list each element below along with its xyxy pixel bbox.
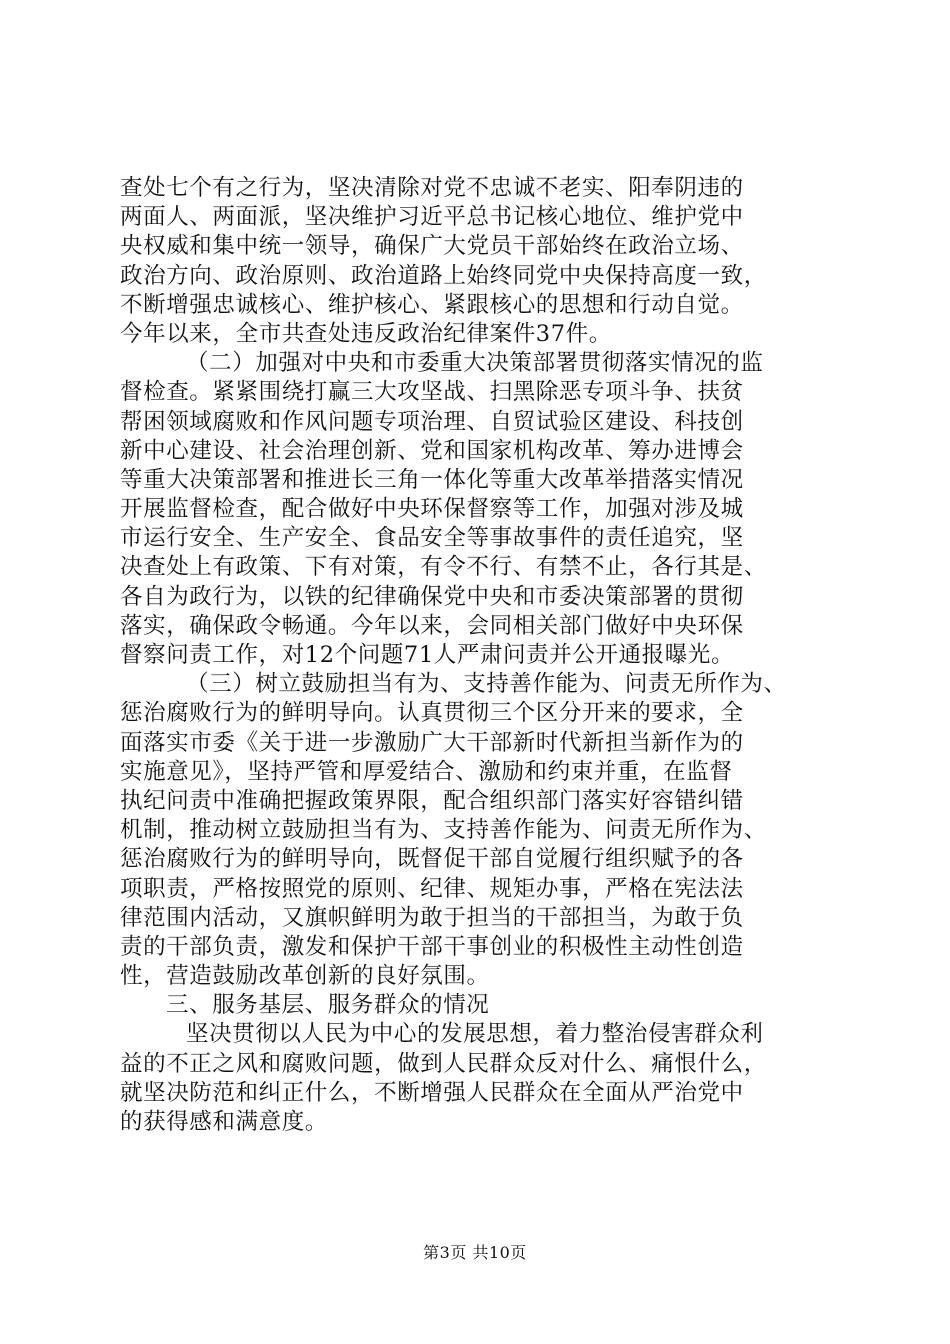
text-line: 性，营造鼓励改革创新的良好氛围。	[120, 963, 490, 990]
text-line: 面落实市委《关于进一步激励广大干部新时代新担当新作为的	[120, 729, 744, 756]
text-line: 决查处上有政策、下有对策，有令不行、有禁不止，各行其是、	[120, 554, 767, 581]
text-line: 督检查。紧紧围绕打赢三大攻坚战、扫黑除恶专项斗争、扶贫	[120, 379, 744, 406]
text-line: 政治方向、政治原则、政治道路上始终同党中央保持高度一致，	[120, 262, 767, 289]
text-line: 两面人、两面派，坚决维护习近平总书记核心地位、维护党中	[120, 204, 744, 231]
text-line: 责的干部负责，激发和保护干部干事创业的积极性主动性创造	[120, 933, 744, 960]
text-line: 落实，确保政令畅通。今年以来，会同相关部门做好中央环保	[120, 612, 744, 639]
text-line: 益的不正之风和腐败问题，做到人民群众反对什么、痛恨什么，	[120, 1050, 767, 1077]
text-line: 开展监督检查，配合做好中央环保督察等工作，加强对涉及城	[120, 496, 744, 523]
text-line: 查处七个有之行为，坚决清除对党不忠诚不老实、阳奉阴违的	[120, 175, 744, 201]
text-line: 市运行安全、生产安全、食品安全等事故事件的责任追究，坚	[120, 525, 744, 552]
text-line: 执纪问责中准确把握政策界限，配合组织部门落实好容错纠错	[120, 787, 744, 814]
page-number-footer: 第3页 共10页	[423, 1243, 527, 1262]
section-3-heading-line: （三）树立鼓励担当有为、支持善作能为、问责无所作为、	[186, 671, 787, 698]
text-line: 帮困领域腐败和作风问题专项治理、自贸试验区建设、科技创	[120, 408, 744, 435]
text-line: 督察问责工作，对12个问题71人严肃问责并公开通报曝光。	[120, 642, 735, 668]
text-line: 不断增强忠诚核心、维护核心、紧跟核心的思想和行动自觉。	[120, 291, 744, 318]
text-line: 各自为政行为，以铁的纪律确保党中央和市委决策部署的贯彻	[120, 583, 744, 610]
text-line: 实施意见》，坚持严管和厚爱结合、激励和约束并重，在监督	[120, 758, 733, 785]
text-line: 机制，推动树立鼓励担当有为、支持善作能为、问责无所作为、	[120, 817, 767, 844]
text-line: 就坚决防范和纠正什么，不断增强人民群众在全面从严治党中	[120, 1079, 744, 1106]
text-line: 惩治腐败行为的鲜明导向。认真贯彻三个区分开来的要求，全	[120, 700, 744, 727]
chapter-heading: 三、服务基层、服务群众的情况	[166, 992, 490, 1019]
text-line: 新中心建设、社会治理创新、党和国家机构改革、筹办进博会	[120, 437, 744, 464]
text-line: 的获得感和满意度。	[120, 1109, 328, 1135]
text-line: 律范围内活动，又旗帜鲜明为敢于担当的干部担当，为敢于负	[120, 904, 744, 931]
text-line: 今年以来，全市共查处违反政治纪律案件37件。	[120, 320, 612, 347]
text-line: 等重大决策部署和推进长三角一体化等重大改革举措落实情况	[120, 466, 744, 493]
paragraph-first-line: 坚决贯彻以人民为中心的发展思想，着力整治侵害群众利	[186, 1021, 764, 1048]
section-2-heading-line: （二）加强对中央和市委重大决策部署贯彻落实情况的监	[186, 350, 764, 377]
document-body	[120, 174, 832, 1137]
text-line: 项职责，严格按照党的原则、纪律、规矩办事，严格在宪法法	[120, 875, 744, 902]
text-line: 惩治腐败行为的鲜明导向，既督促干部自觉履行组织赋予的各	[120, 846, 744, 873]
text-line: 央权威和集中统一领导，确保广大党员干部始终在政治立场、	[120, 233, 744, 260]
